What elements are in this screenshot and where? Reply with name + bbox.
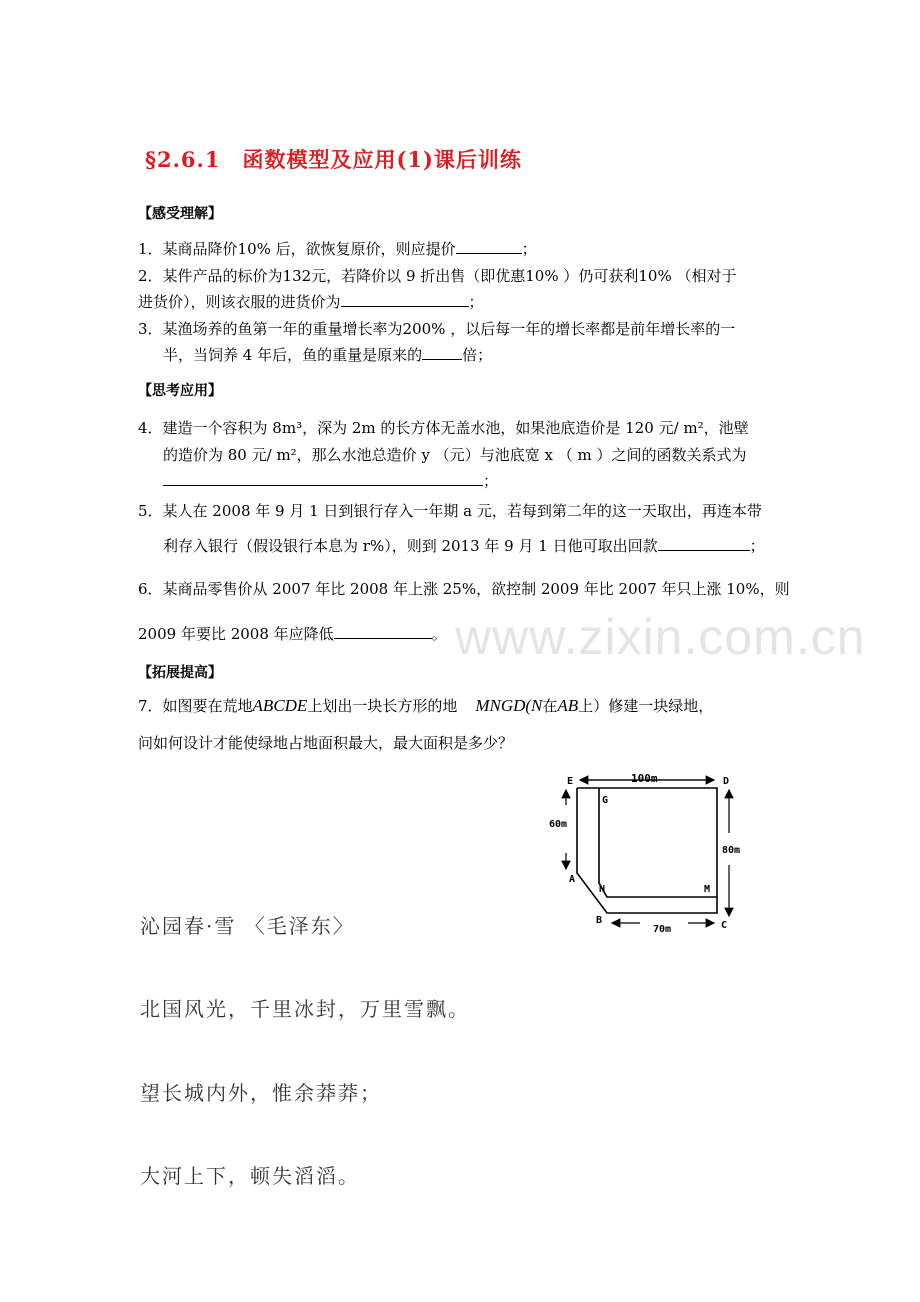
question-2-line-1: 2．某件产品的标价为132元，若降价以 9 折出售（即优惠10% ）仍可获利10% （相对于 bbox=[138, 267, 737, 285]
question-7-line-2: 问如何设计才能使绿地占地面积最大，最大面积是多少？ bbox=[138, 734, 514, 752]
question-2-tail: ； bbox=[468, 293, 484, 311]
question-7-polygon: ABCDE bbox=[252, 696, 308, 715]
question-5-line-2 bbox=[163, 535, 765, 556]
section-heading-extension: 【拓展提高】 bbox=[138, 665, 222, 681]
page-title: §2.6.1 函数模型及应用(1)课后训练 bbox=[145, 147, 522, 172]
rectangle-outline bbox=[599, 788, 717, 897]
answer-blank bbox=[658, 536, 750, 551]
label-M: M bbox=[704, 884, 711, 895]
question-7-text-c: 上划出一块长方形的地 bbox=[307, 697, 458, 715]
land-plot-diagram bbox=[540, 765, 750, 940]
label-N: N bbox=[599, 884, 606, 895]
question-5-tail: ； bbox=[749, 537, 765, 555]
question-6-text: 2009 年要比 2008 年应降低 bbox=[138, 625, 334, 643]
section-heading-application: 【思考应用】 bbox=[138, 383, 222, 399]
question-3-text: 半，当饲养 4 年后，鱼的重量是原来的 bbox=[163, 346, 423, 364]
question-6-tail: 。 bbox=[431, 625, 447, 643]
label-A: A bbox=[569, 874, 576, 885]
label-B: B bbox=[596, 915, 603, 926]
question-2-text: 进货价），则该衣服的进货价为 bbox=[138, 293, 341, 311]
label-G: G bbox=[602, 795, 609, 806]
answer-blank bbox=[341, 292, 469, 307]
question-7-text-a: 7．如图要在荒地 bbox=[138, 697, 253, 715]
label-length-left: 60m bbox=[549, 819, 568, 830]
question-7-text-g: 上）修建一块绿地， bbox=[578, 697, 714, 715]
poem-title: 沁园春·雪 〈毛泽东〉 bbox=[140, 914, 355, 938]
label-length-right: 80m bbox=[722, 845, 741, 856]
answer-blank bbox=[422, 345, 462, 360]
answer-blank bbox=[334, 624, 432, 639]
question-6-line-2 bbox=[138, 623, 447, 644]
question-6-line-1: 6．某商品零售价从 2007 年比 2008 年上涨 25%，欲控制 2009 年比 2007 年只上涨 10%，则 bbox=[138, 580, 790, 598]
label-C: C bbox=[721, 920, 728, 931]
poem-line-2: 望长城内外，惟余莽莽； bbox=[140, 1081, 382, 1105]
question-2-line-2 bbox=[138, 291, 484, 312]
question-1 bbox=[138, 238, 537, 259]
question-3-line-2 bbox=[163, 344, 492, 365]
answer-blank bbox=[163, 471, 483, 486]
poem-line-1: 北国风光，千里冰封，万里雪飘。 bbox=[140, 997, 470, 1021]
question-4-line-3 bbox=[163, 470, 498, 491]
question-4-tail: ； bbox=[483, 472, 499, 490]
poem-line-3: 大河上下，顿失滔滔。 bbox=[140, 1164, 360, 1188]
question-7-text-e: 在 bbox=[542, 697, 558, 715]
question-7-rectangle: MNGD(N bbox=[475, 696, 543, 715]
label-length-bottom: 70m bbox=[653, 924, 672, 935]
question-7-segment: AB bbox=[557, 696, 579, 715]
label-E: E bbox=[567, 776, 574, 787]
plot-outline bbox=[577, 788, 717, 913]
question-1-text: 1．某商品降价10% 后，欲恢复原价，则应提价 bbox=[138, 240, 456, 258]
question-1-tail: ； bbox=[521, 240, 537, 258]
question-5-text: 利存入银行（假设银行本息为 r%），则到 2013 年 9 月 1 日他可取出回款 bbox=[163, 537, 658, 555]
question-3-line-1: 3．某渔场养的鱼第一年的重量增长率为200% ，以后每一年的增长率都是前年增长率的一 bbox=[138, 320, 736, 338]
label-length-top: 100m bbox=[631, 772, 658, 785]
watermark: www.zixin.com.cn bbox=[455, 609, 866, 665]
question-4-line-1: 4．建造一个容积为 8m³，深为 2m 的长方体无盖水池，如果池底造价是 120 元/ m²，池壁 bbox=[138, 419, 749, 437]
question-5-line-1: 5．某人在 2008 年 9 月 1 日到银行存入一年期 a 元，若每到第二年的这一天取出，再连本带 bbox=[138, 502, 762, 520]
question-3-tail: 倍； bbox=[462, 346, 493, 364]
section-heading-understanding: 【感受理解】 bbox=[138, 206, 222, 222]
label-D: D bbox=[723, 776, 730, 787]
question-4-line-2: 的造价为 80 元/ m²，那么水池总造价 y （元）与池底宽 x （ m ）之间的函数关系式为 bbox=[163, 446, 747, 464]
answer-blank bbox=[456, 239, 522, 254]
question-7-line-1 bbox=[138, 695, 713, 716]
